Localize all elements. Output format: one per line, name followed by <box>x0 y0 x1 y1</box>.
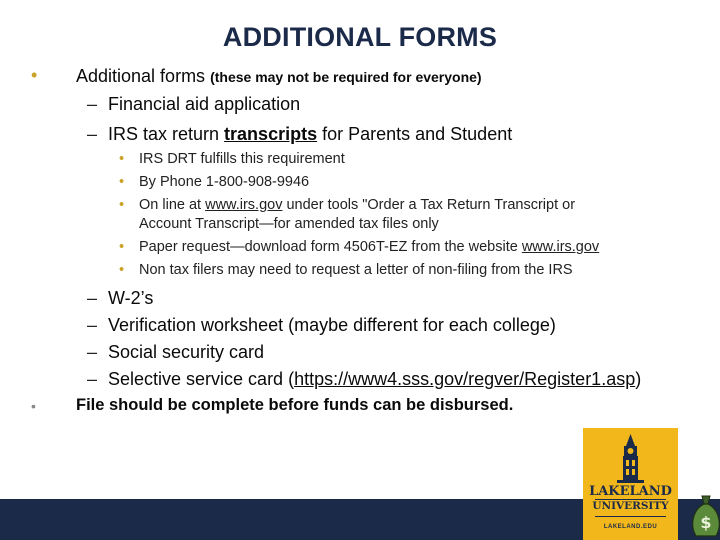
logo-line3: LAKELAND.EDU <box>603 524 658 530</box>
clock-tower-icon <box>613 434 648 484</box>
sss-link[interactable]: https://www4.sss.gov/regver/Register1.asp <box>294 369 636 389</box>
bullet-dot: • <box>119 262 125 278</box>
item-w2: W-2’s <box>108 288 154 308</box>
selective-text-post: ) <box>635 369 642 389</box>
dash-marker: – <box>87 342 98 362</box>
bullet-main-text: Additional forms <box>76 66 206 86</box>
bullet-file-complete: File should be complete before funds can be disbursed. <box>76 396 514 414</box>
transcripts-link[interactable]: transcripts <box>224 124 318 144</box>
bullet-dot: • <box>119 197 125 213</box>
slide-title: ADDITIONAL FORMS <box>222 22 498 52</box>
item-nontax: Non tax filers may need to request a letter of non-filing from the IRS <box>139 262 573 278</box>
irs-gov-link-2[interactable]: www.irs.gov <box>521 239 600 255</box>
svg-text:$: $ <box>700 513 712 532</box>
online-text-post: under tools "Order a Tax Return Transcript or <box>282 197 576 213</box>
item-paper <box>139 239 599 255</box>
item-phone: By Phone 1-800-908-9946 <box>139 174 310 190</box>
irs-text-post: for Parents and Student <box>317 124 513 144</box>
bullet-dot: • <box>31 398 36 414</box>
money-bag-icon <box>688 492 720 540</box>
bullet-dot: • <box>119 151 125 167</box>
bullet-dot: • <box>31 65 38 85</box>
item-irs-drt: IRS DRT fulfills this requirement <box>139 151 345 167</box>
item-ssc: Social security card <box>108 342 265 362</box>
dash-marker: – <box>87 94 98 114</box>
selective-text-pre: Selective service card ( <box>108 369 295 389</box>
logo-line2: UNIVERSITY <box>592 500 669 512</box>
irs-gov-link[interactable]: www.irs.gov <box>205 197 283 213</box>
bullet-additional-forms <box>76 66 482 87</box>
item-verification: Verification worksheet (maybe different for each college) <box>108 315 556 335</box>
item-selective-service <box>108 369 641 390</box>
bullet-dot: • <box>119 174 125 190</box>
item-online <box>139 197 575 213</box>
bullet-dot: • <box>119 239 125 255</box>
dash-marker: – <box>87 124 98 144</box>
bullet-note: (these may not be required for everyone) <box>210 69 482 85</box>
item-irs-transcripts <box>108 124 512 145</box>
dash-marker: – <box>87 288 98 308</box>
item-financial-aid: Financial aid application <box>108 94 301 114</box>
paper-text-pre: Paper request—download form 4506T-EZ from the website <box>139 239 522 255</box>
lakeland-logo <box>583 428 678 540</box>
dash-marker: – <box>87 369 98 389</box>
irs-text-pre: IRS tax return <box>108 124 225 144</box>
item-online-cont: Account Transcript—for amended tax files only <box>139 216 439 232</box>
logo-line1: LAKELAND <box>589 484 672 499</box>
online-text-pre: On line at <box>139 197 206 213</box>
dash-marker: – <box>87 315 98 335</box>
logo-rule <box>595 516 666 517</box>
